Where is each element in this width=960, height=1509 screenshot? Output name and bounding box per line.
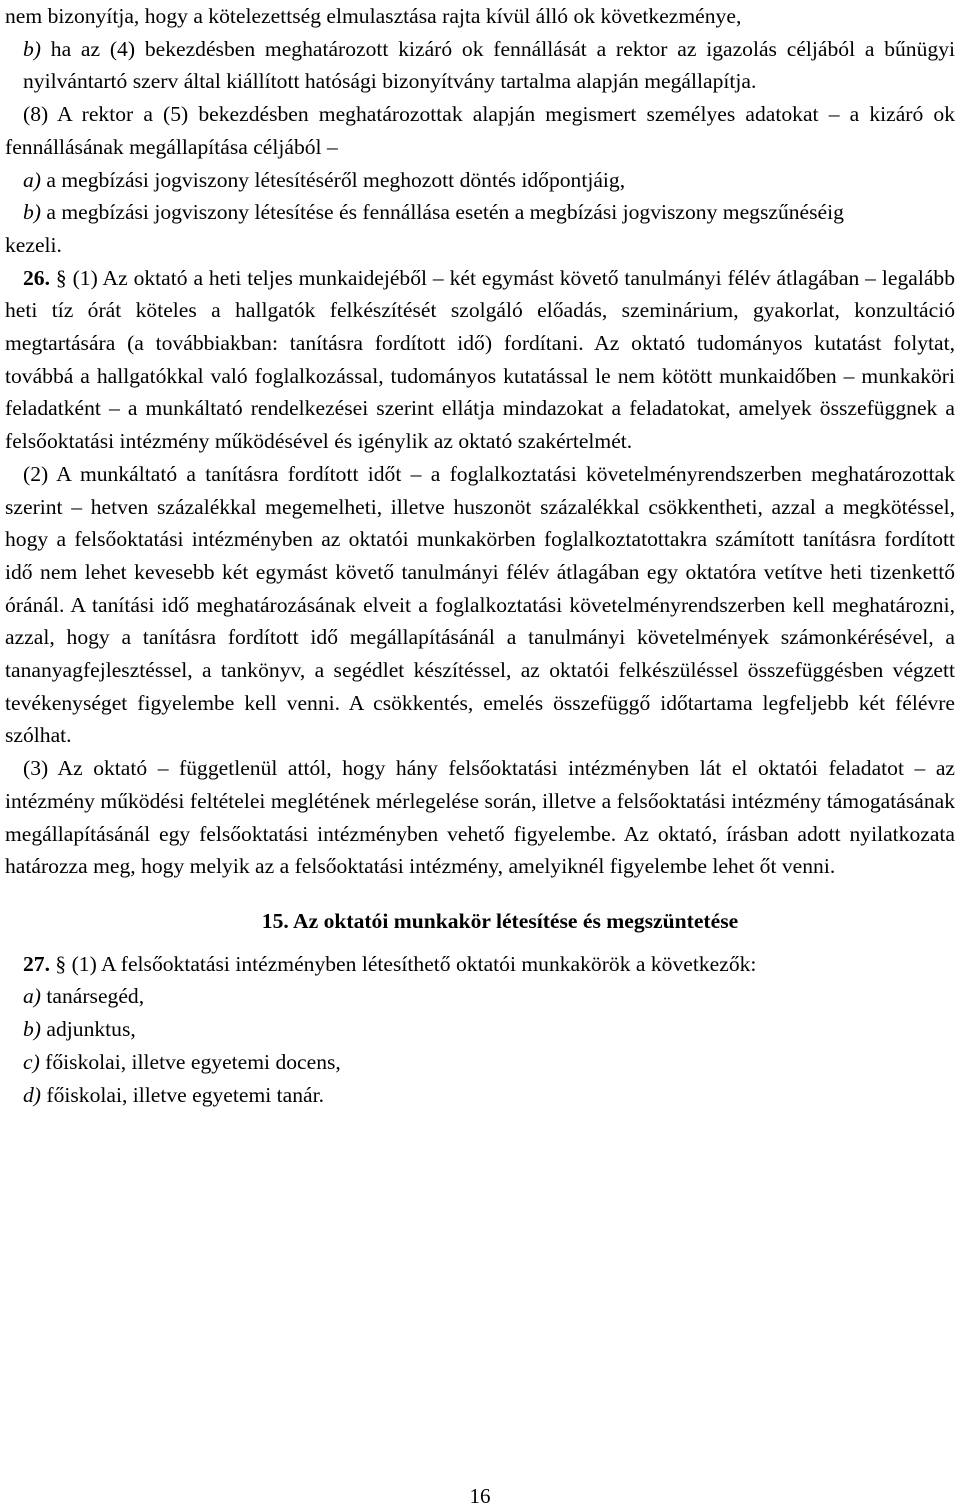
section-mark: § <box>50 265 73 290</box>
section-26-paragraph-3: (3) Az oktató – függetlenül attól, hogy hány felsőoktatási intézményben lát el oktatói feladatot – az intézmény működési feltételei meglétének mérlegelése során, illetve a felsőoktatási intézmény támogatásának megállapításánál egy felsőoktatási intézményben vehető figyelembe. Az oktató, írásban adott nyilatkozata határozza meg, hogy melyik az a felsőoktatási intézmény, amelyiknél figyelembe lehet őt venni. <box>5 756 955 879</box>
item-text: főiskolai, illetve egyetemi docens, <box>39 1049 341 1074</box>
section-number: 26. <box>23 265 50 290</box>
section-mark: § <box>50 951 72 976</box>
item-text: ha az (4) bekezdésben meghatározott kizáró ok fennállását a rektor az igazolás céljából a bűnügyi nyilvántartó szerv által kiállított hatósági bizonyítvány tartalma alapján megállapítja. <box>23 36 955 94</box>
item-text: a megbízási jogviszony létesítéséről meghozott döntés időpontjáig, <box>41 167 626 192</box>
page-number: 16 <box>469 1484 491 1508</box>
section-26-paragraph-1 <box>5 262 955 458</box>
item-label: b) <box>23 200 41 225</box>
item-label: a) <box>23 984 41 1009</box>
section-number: 27. <box>23 951 50 976</box>
list-item-8a <box>5 164 955 197</box>
paragraph-8: (8) A rektor a (5) bekezdésben meghatározottak alapján megismert személyes adatokat – a kizáró ok fennállásának megállapítása céljából – <box>5 102 955 159</box>
list-item-8b <box>5 196 955 229</box>
paragraph-text: (1) Az oktató a heti teljes munkaidejéből – két egymást követő tanulmányi félév átlagában – legalább heti tíz órát köteles a hallgatók felkészítését szolgáló előadás, szeminárium, gyakorlat, konzultáció megtartására (a továbbiakban: tanításra fordított idő) fordítani. Az oktató tudományos kutatást folytat, továbbá a hallgatókkal való foglalkozással, tudományos kutatással le nem kötött munkaidőben – munkaköri feladatként – a munkáltató rendelkezései szerint ellátja mindazokat a feladatokat, amelyek összefüggnek a felsőoktatási intézmény működésével és igénylik az oktató szakértelmét. <box>5 265 955 454</box>
document-page <box>5 0 955 1111</box>
item-label: a) <box>23 167 41 192</box>
item-text: főiskolai, illetve egyetemi tanár. <box>41 1082 325 1107</box>
list-item-c <box>5 1046 955 1079</box>
list-item-d <box>5 1079 955 1112</box>
section-26-paragraph-2: (2) A munkáltató a tanításra fordított időt – a foglalkoztatási követelményrendszerben meghatározottak szerint – hetven százalékkal megemelheti, illetve huszonöt százalékkal csökkentheti, azzal a megkötéssel, hogy a felsőoktatási intézményben az oktatói munkakörben foglalkoztatottakra számított tanításra fordított idő nem lehet kevesebb két egymást követő tanulmányi félév átlagában egy oktatóra vetítve heti tizenkettő óránál. A tanítási idő meghatározásának elveit a foglalkoztatási követelményrendszerben kell meghatározni, azzal, hogy a tanításra fordított idő megállapításánál a tanulmányi követelmények számonkérésével, a tananyagfejlesztéssel, a tankönyv, a segédlet készítéssel, az oktatói felkészüléssel összefüggésben végzett tevékenységet figyelembe kell venni. A csökkentés, emelés összefüggő időtartama legfeljebb két félévre szólhat. <box>5 461 955 748</box>
list-item-b <box>5 1013 955 1046</box>
paragraph-continuation: nem bizonyítja, hogy a kötelezettség elmulasztása rajta kívül álló ok következménye, <box>5 4 742 28</box>
paragraph-8-end: kezeli. <box>5 232 62 257</box>
item-text: a megbízási jogviszony létesítése és fennállása esetén a megbízási jogviszony megszűnéséig <box>41 200 844 225</box>
list-item-a <box>5 980 955 1013</box>
list-item-b <box>5 33 955 98</box>
item-label: c) <box>23 1049 40 1074</box>
item-label: b) <box>23 1017 41 1042</box>
item-label: b) <box>23 36 41 61</box>
item-text: tanársegéd, <box>41 984 145 1009</box>
item-text: adjunktus, <box>41 1017 136 1042</box>
section-27-paragraph-1 <box>5 948 955 981</box>
item-label: d) <box>23 1082 41 1107</box>
chapter-heading: 15. Az oktatói munkakör létesítése és megszüntetése <box>261 908 739 933</box>
paragraph-text: (1) A felsőoktatási intézményben létesíthető oktatói munkakörök a következők: <box>71 951 757 976</box>
